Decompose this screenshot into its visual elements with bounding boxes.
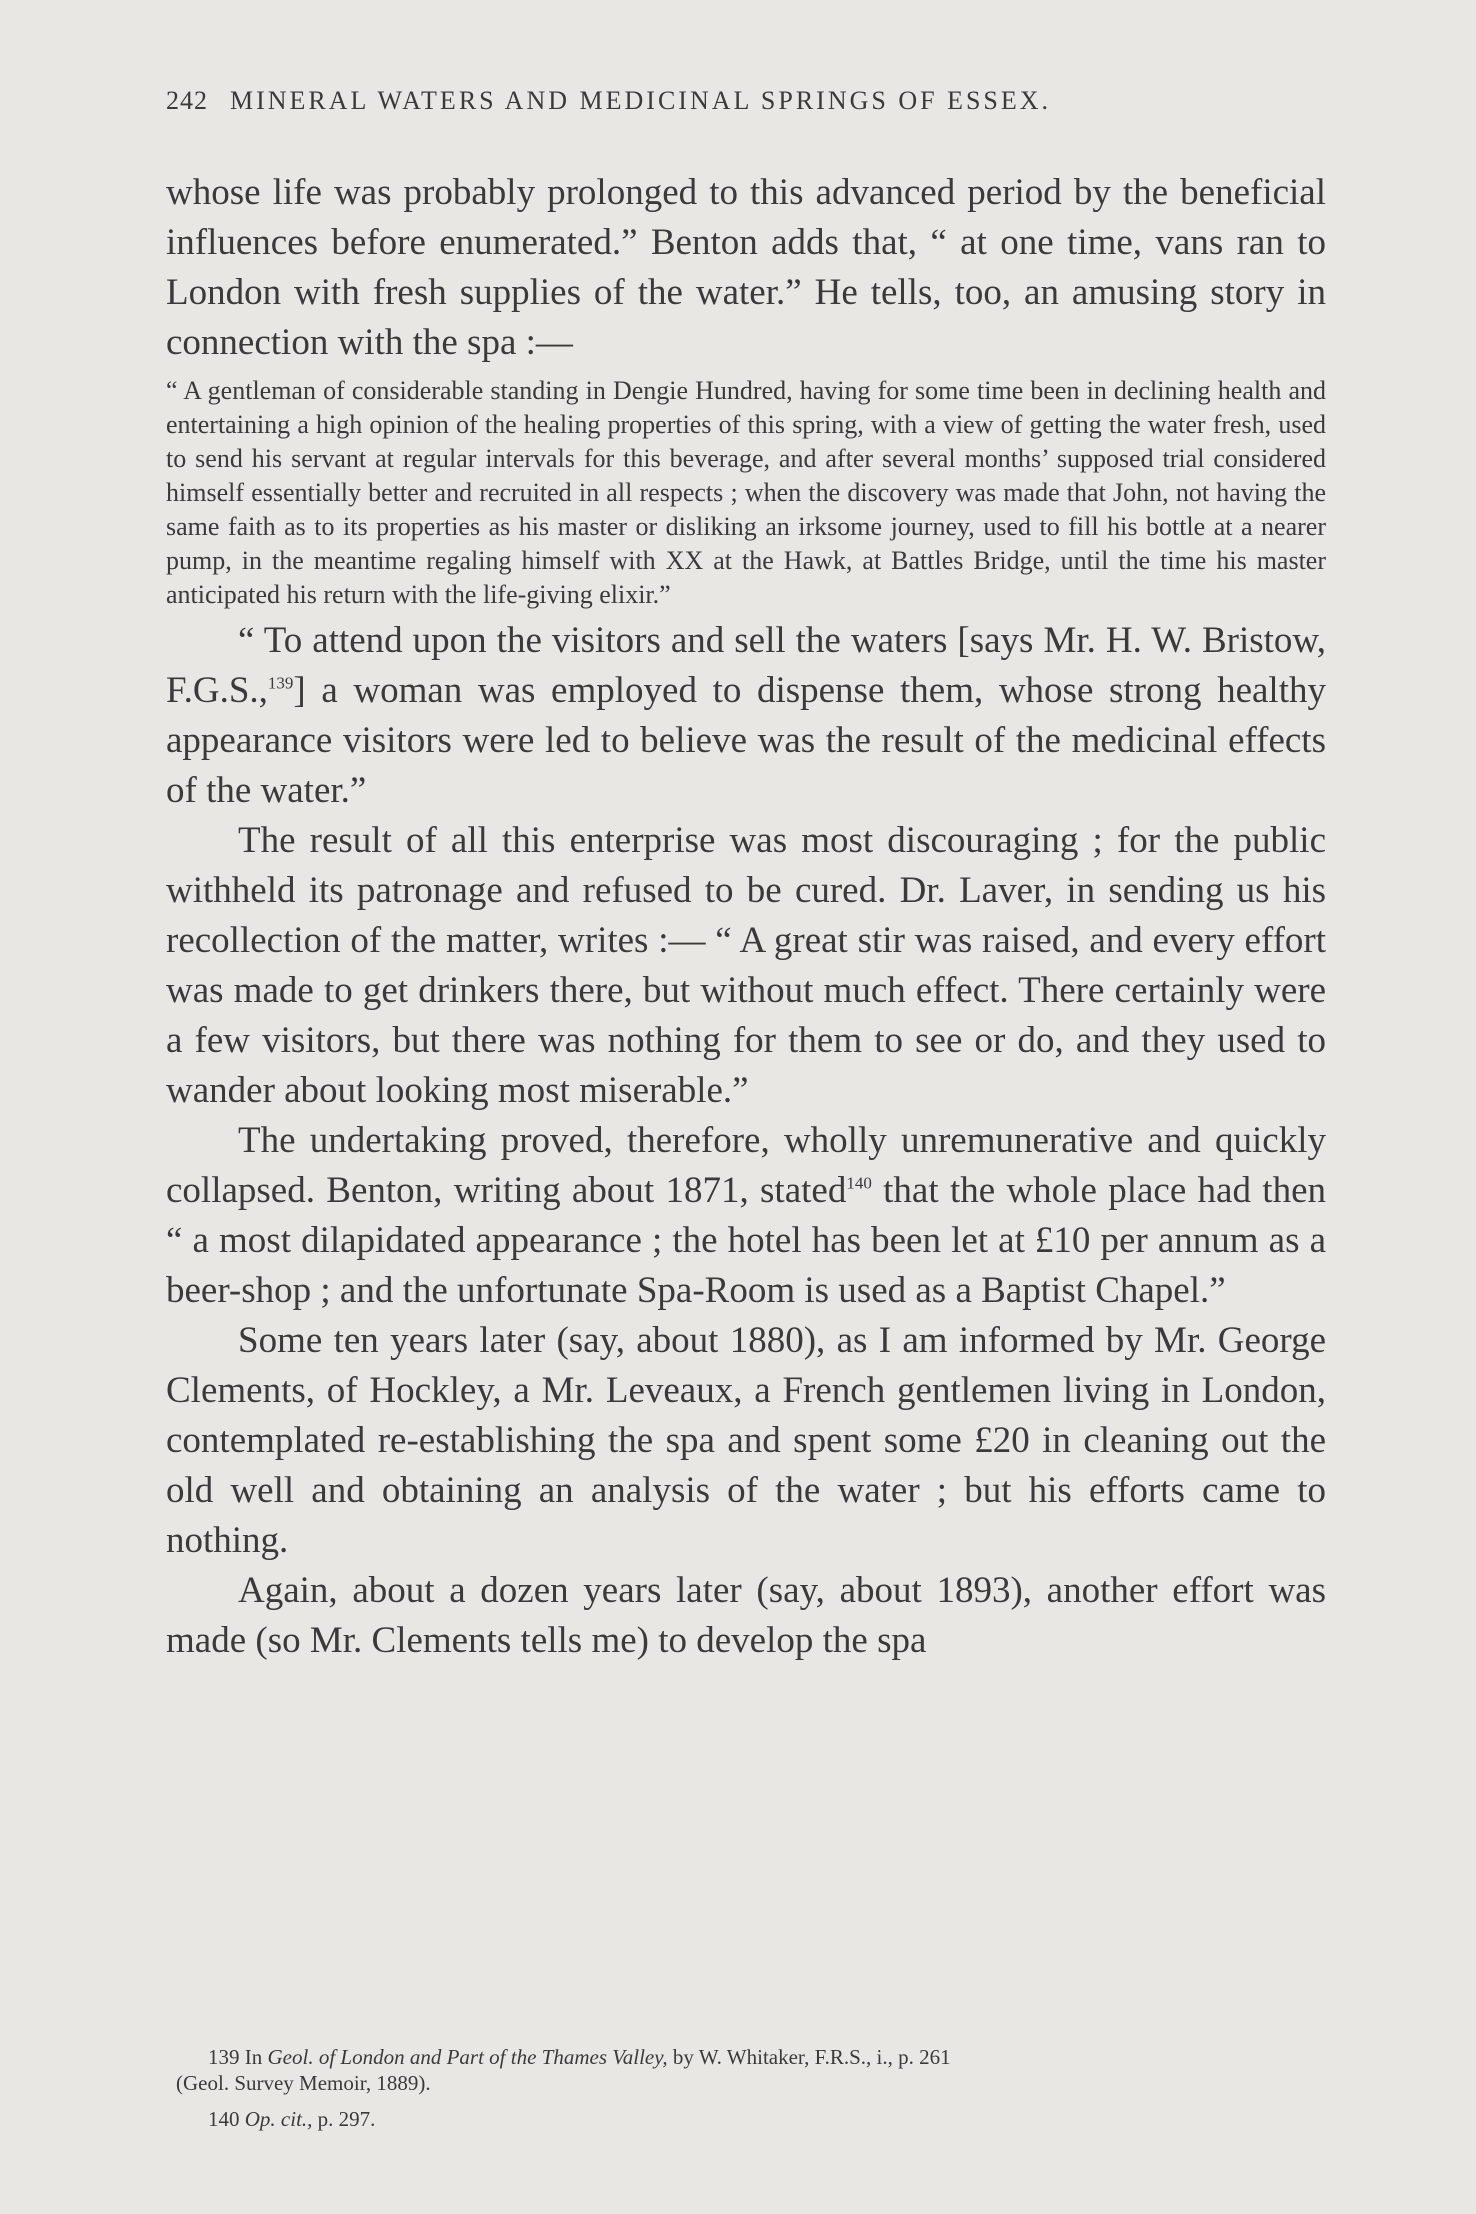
paragraph-2-text-b: ] a woman was employed to dispense them, whose strong healthy appearance visitors were led to believe was the result of the medicinal effects of the water.” [166, 670, 1326, 811]
running-title: MINERAL WATERS AND MEDICINAL SPRINGS OF ESSEX. [230, 86, 1052, 115]
footnote-140-title: Op. cit., [244, 2107, 313, 2131]
footnote-139-title: Geol. of London and Part of the Thames Valley, [267, 2045, 668, 2069]
footnotes [176, 2044, 1330, 2142]
footnote-139-number: 139 [208, 2045, 240, 2069]
footnote-ref-139: 139 [267, 673, 294, 693]
paragraph-2 [166, 616, 1326, 816]
block-quote: “ A gentleman of considerable standing in Dengie Hundred, having for some time been in declining health and entertaining a high opinion of the healing properties of this spring, with a view of getting the water fresh, used to send his servant at regular intervals for this beverage, and after several months’ supposed trial considered himself essentially better and recruited in all respects ; when the discovery was made that John, not having the same faith as to its properties as his master or disliking an irksome journey, used to fill his bottle at a nearer pump, in the meantime regaling himself with XX at the Hawk, at Battles Bridge, until the time his master anticipated his return with the life-giving elixir.” [166, 376, 1326, 609]
footnote-139-continuation: (Geol. Survey Memoir, 1889). [176, 2071, 431, 2095]
paragraph-5: Some ten years later (say, about 1880), as I am informed by Mr. George Clements, of Hockley, a Mr. Leveaux, a French gentlemen living in London, contemplated re-establishing the spa and spent some £20 in cleaning out the old well and obtaining an analysis of the water ; but his efforts came to nothing. [166, 1320, 1326, 1561]
footnote-140-post: p. 297. [312, 2107, 376, 2131]
paragraph-4-text-b: that the whole place had then “ a most dilapidated appearance ; the hotel has been let at £10 per annum as a beer-shop ; and the unfortunate Spa-Room is used as a Baptist Chapel.” [166, 1170, 1326, 1311]
paragraph-6: Again, about a dozen years later (say, about 1893), another effort was made (so Mr. Clements tells me) to develop the spa [166, 1570, 1326, 1661]
footnote-139-post: by W. Whitaker, F.R.S., i., p. 261 [667, 2045, 951, 2069]
footnote-ref-140: 140 [846, 1173, 872, 1193]
paragraph-1: whose life was probably prolonged to this advanced period by the beneficial influences before enumerated.” Benton adds that, “ at one time, vans ran to London with fresh supplies of the water.” He tells, too, an amusing story in connection with the spa :— [166, 172, 1326, 363]
paragraph-4-text-a: The undertaking proved, therefore, wholly unremunerative and quickly collapsed. Benton, writing about 1871, stated [166, 1120, 1326, 1211]
body-text [166, 168, 1326, 1666]
footnote-140-number: 140 [208, 2107, 240, 2131]
footnote-139-pre: In [239, 2045, 268, 2069]
page-number: 242 [166, 86, 208, 115]
paragraph-4 [166, 1116, 1326, 1316]
paragraph-3: The result of all this enterprise was most discouraging ; for the public withheld its patronage and refused to be cured. Dr. Laver, in sending us his recollection of the matter, writes :— “ A great stir was raised, and every effort was made to get drinkers there, but without much effect. There certainly were a few visitors, but there was nothing for them to see or do, and they used to wander about looking most miserable.” [166, 820, 1326, 1111]
running-header [166, 86, 1336, 116]
footnote-139 [208, 2044, 1330, 2070]
footnote-140 [208, 2106, 1330, 2132]
paragraph-2-text-a: “ To attend upon the visitors and sell the waters [says Mr. H. W. Bristow, F.G.S., [166, 620, 1326, 711]
